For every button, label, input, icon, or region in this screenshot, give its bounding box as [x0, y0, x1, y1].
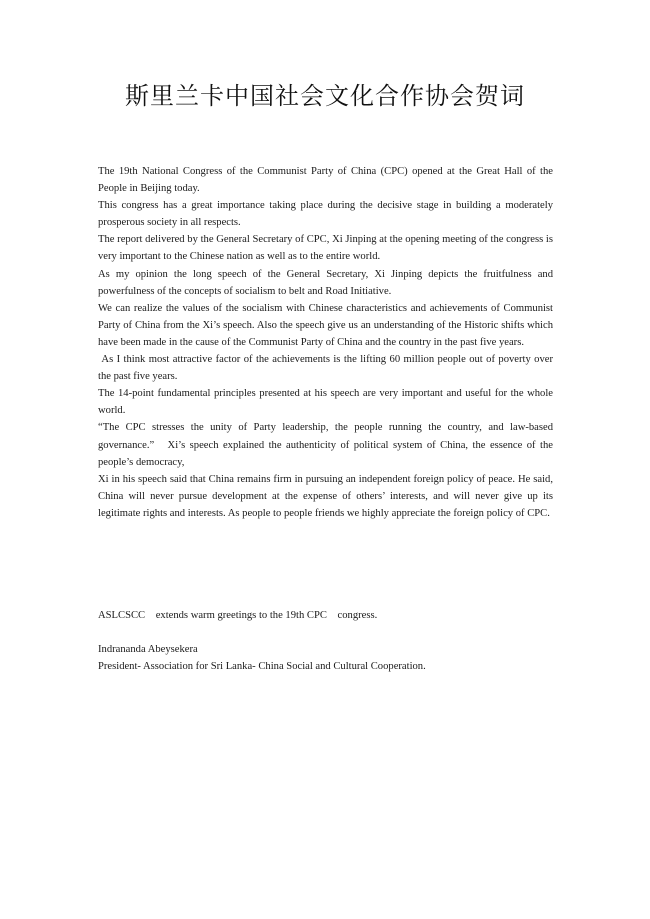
paragraph-congress-opened: The 19th National Congress of the Communist Party of China (CPC) opened at the Great Hall of the People in Beijing today.: [98, 166, 553, 195]
paragraph-quote: “The CPC stresses the unity of Party leadership, the people running the country, and law-based governance.” Xi’s speech explained the authenticity of political system of China, the essence of the people’s democracy,: [98, 422, 556, 468]
paragraph-socialism-values: We can realize the values of the socialism with Chinese characteristics and achievements of Communist Party of China from the Xi’s speech. Also the speech give us an understanding of the Historic shifts which have been made in the cause of the Communist Party of China and the country in the past five years.: [98, 302, 553, 348]
paragraph-principles: The 14-point fundamental principles presented at his speech are very important and useful for the whole world.: [98, 388, 553, 417]
paragraph-opinion: As my opinion the long speech of the General Secretary, Xi Jinping depicts the fruitfulness and powerfulness of the concepts of socialism to belt and Road Initiative.: [98, 268, 553, 297]
paragraph-report: The report delivered by the General Secretary of CPC, Xi Jinping at the opening meeting of the congress is very important to the Chinese nation as well as to the entire world.: [98, 234, 553, 263]
signature-block: [98, 641, 553, 675]
paragraph-poverty: As I think most attractive factor of the achievements is the lifting 60 million people out of poverty over the past five years.: [98, 354, 556, 383]
document-title: 斯里兰卡中国社会文化合作协会贺词: [125, 82, 525, 110]
closing-greeting: ASLCSCC extends warm greetings to the 19th CPC congress.: [98, 610, 378, 621]
document-body: [98, 163, 556, 522]
signature-position: President- Association for Sri Lanka- China Social and Cultural Cooperation.: [98, 661, 426, 673]
signature-name: Indrananda Abeysekera: [98, 644, 198, 655]
paragraph-foreign-policy: Xi in his speech said that China remains firm in pursuing an independent foreign policy of peace. He said, China will never pursue development at the expense of others’ interests, and will never give up its legitimate rights and interests. As people to people friends we highly appreciate the foreign policy of CPC.: [98, 473, 553, 519]
paragraph-congress-importance: This congress has a great importance taking place during the decisive stage in building a moderately prosperous society in all respects.: [98, 200, 553, 229]
